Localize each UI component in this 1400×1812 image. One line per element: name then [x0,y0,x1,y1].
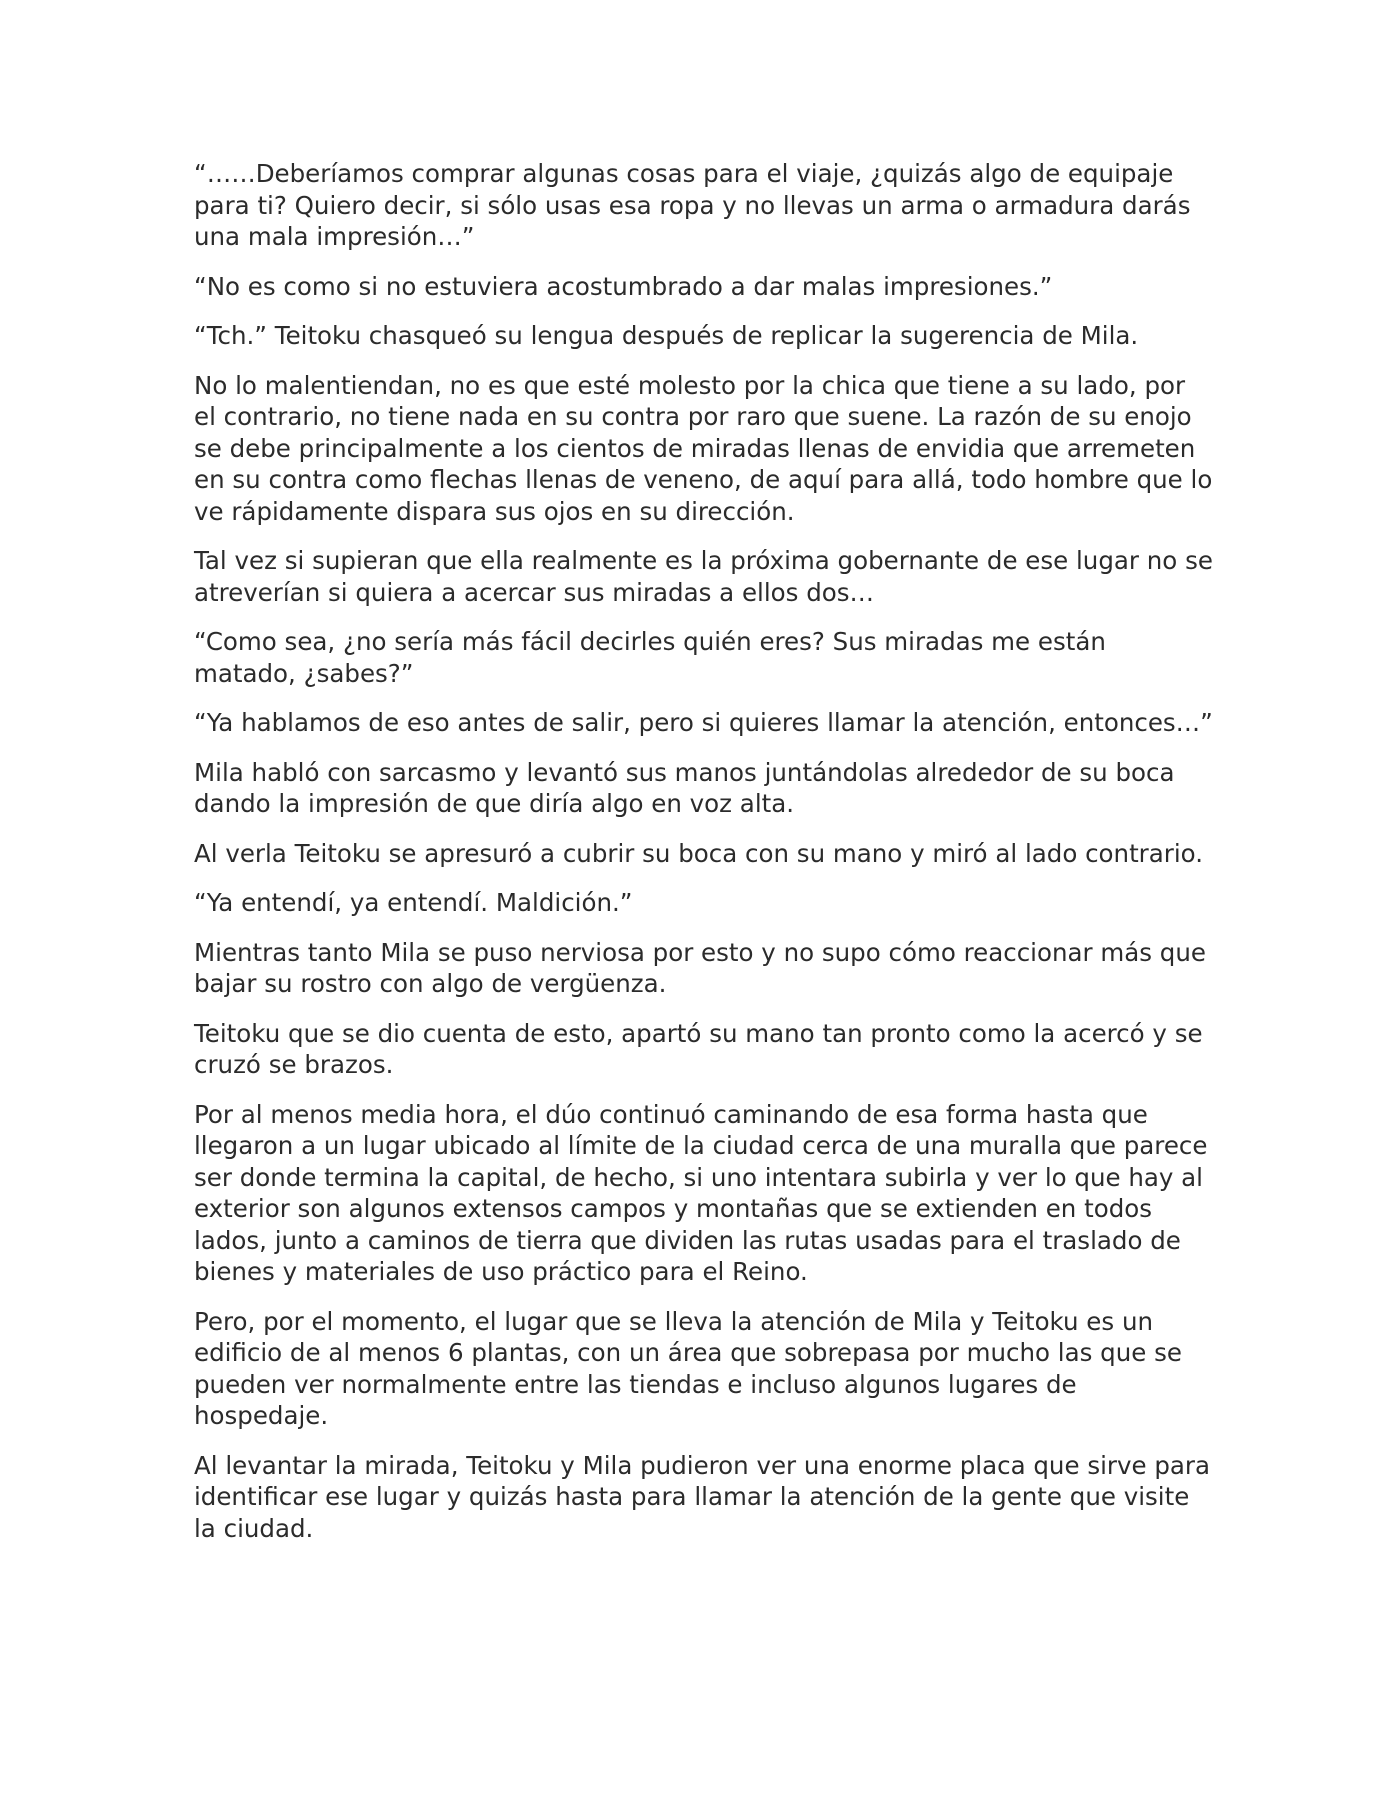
paragraph-4: No lo malentiendan, no es que esté molesto por la chica que tiene a su lado, por el contrario, no tiene nada en su contra por raro que suene. La razón de su enojo se debe principalmente a los cientos de miradas llenas de envidia que arremeten en su contra como flechas llenas de veneno, de aquí para allá, todo hombre que lo ve rápidamente dispara sus ojos en su dirección. [194,370,1213,526]
paragraph-7: “Ya hablamos de eso antes de salir, pero si quieres llamar la atención, entonces…” [194,708,1213,737]
paragraph-8: Mila habló con sarcasmo y levantó sus manos juntándolas alrededor de su boca dando la impresión de que diría algo en voz alta. [194,757,1175,818]
paragraph-11: Mientras tanto Mila se puso nerviosa por esto y no supo cómo reaccionar más que bajar su rostro con algo de vergüenza. [194,937,1206,998]
paragraph-14: Pero, por el momento, el lugar que se lleva la atención de Mila y Teitoku es un edificio de al menos 6 plantas, con un área que sobrepasa por mucho las que se pueden ver normalmente entre las tiendas e incluso algunos lugares de hospedaje. [194,1306,1182,1430]
paragraph-6: “Como sea, ¿no sería más fácil decirles quién eres? Sus miradas me están matado, ¿sabes?” [194,627,1106,688]
paragraph-5: Tal vez si supieran que ella realmente es la próxima gobernante de ese lugar no se atreverían si quiera a acercar sus miradas a ellos dos… [194,546,1213,607]
paragraph-9: Al verla Teitoku se apresuró a cubrir su boca con su mano y miró al lado contrario. [194,838,1203,868]
paragraph-10: “Ya entendí, ya entendí. Maldición.” [194,888,633,917]
paragraph-2: “No es como si no estuviera acostumbrado a dar malas impresiones.” [194,271,1053,301]
document-body [194,158,1214,1562]
paragraph-3: “Tch.” Teitoku chasqueó su lengua después de replicar la sugerencia de Mila. [194,321,1139,350]
paragraph-12: Teitoku que se dio cuenta de esto, apartó su mano tan pronto como la acercó y se cruzó se brazos. [194,1018,1203,1079]
paragraph-13: Por al menos media hora, el dúo continuó caminando de esa forma hasta que llegaron a un lugar ubicado al límite de la ciudad cerca de una muralla que parece ser donde termina la capital, de hecho, si uno intentara subirla y ver lo que hay al exterior son algunos extensos campos y montañas que se extienden en todos lados, junto a caminos de tierra que dividen las rutas usadas para el traslado de bienes y materiales de uso práctico para el Reino. [194,1099,1208,1286]
paragraph-15: Al levantar la mirada, Teitoku y Mila pudieron ver una enorme placa que sirve para identificar ese lugar y quizás hasta para llamar la atención de la gente que visite la ciudad. [194,1450,1210,1543]
paragraph-1: “……Deberíamos comprar algunas cosas para el viaje, ¿quizás algo de equipaje para ti? Quiero decir, si sólo usas esa ropa y no llevas un arma o armadura darás una mala impresión…” [194,159,1191,251]
